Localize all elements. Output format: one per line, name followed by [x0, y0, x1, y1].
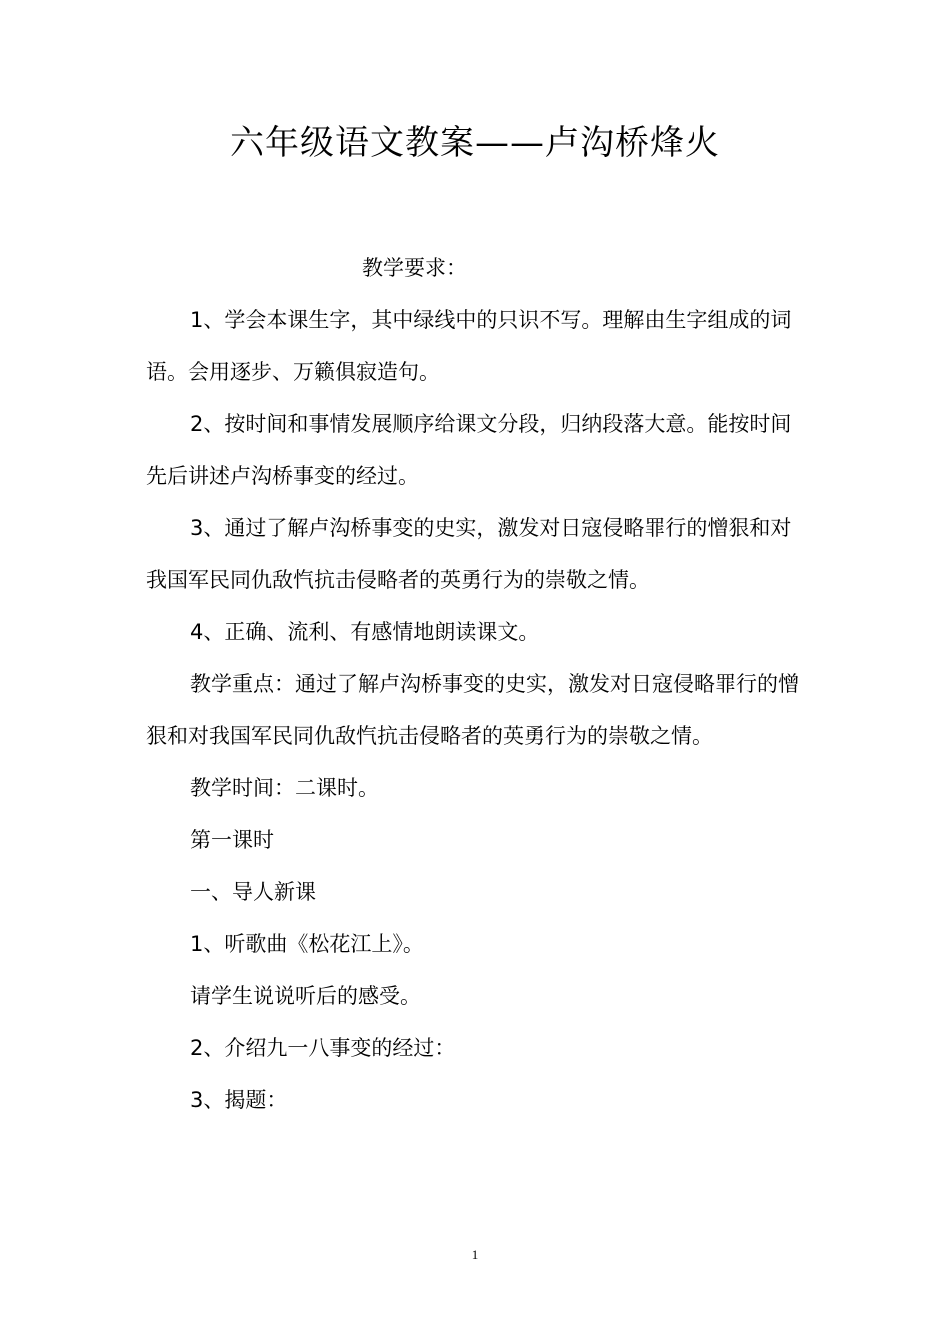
page-number: 1	[471, 1247, 479, 1262]
paragraph: 1、学会本课生字，其中绿线中的只识不写。理解由生字组成的词语。会用逐步、万籁俱寂造句。	[146, 308, 792, 384]
paragraph: 3、揭题：	[190, 1088, 288, 1112]
document-body	[146, 242, 806, 1126]
paragraph: 1、听歌曲《松花江上》。	[190, 932, 424, 956]
lesson-heading: 第一课时	[190, 828, 274, 852]
paragraph: 请学生说说听后的感受。	[190, 984, 421, 1008]
document-title: 六年级语文教案——卢沟桥烽火	[230, 123, 720, 163]
paragraph-teaching-time: 教学时间：二课时。	[190, 776, 379, 800]
paragraph: 2、按时间和事情发展顺序给课文分段，归纳段落大意。能按时间先后讲述卢沟桥事变的经过。	[146, 412, 792, 488]
part-heading: 一、导人新课	[190, 880, 316, 904]
section-heading: 教学要求：	[362, 256, 467, 280]
paragraph: 3、通过了解卢沟桥事变的史实，激发对日寇侵略罪行的憎狠和对我国军民同仇敌忾抗击侵略者的英勇行为的崇敬之情。	[146, 516, 792, 592]
paragraph: 4、正确、流利、有感情地朗读课文。	[190, 620, 540, 644]
paragraph: 2、介绍九一八事变的经过：	[190, 1036, 456, 1060]
paragraph-key-point: 教学重点：通过了解卢沟桥事变的史实，激发对日寇侵略罪行的憎狠和对我国军民同仇敌忾抗击侵略者的英勇行为的崇敬之情。	[146, 672, 799, 748]
